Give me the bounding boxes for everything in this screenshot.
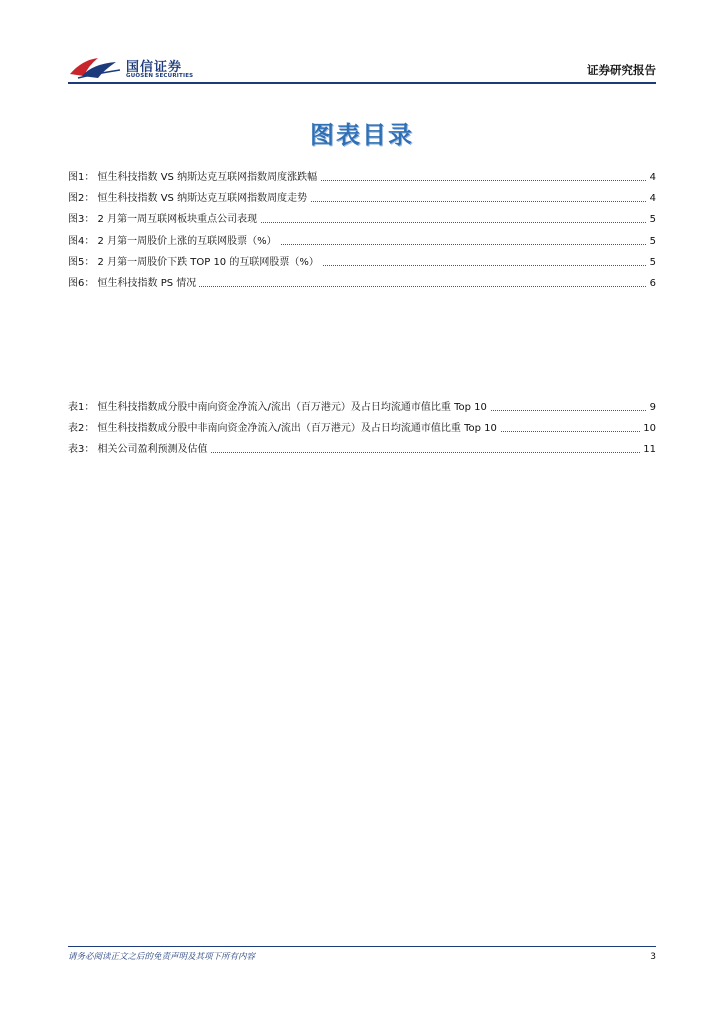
toc-entry[interactable] (68, 256, 656, 277)
toc-entry[interactable] (68, 401, 656, 422)
toc-entry[interactable] (68, 443, 656, 464)
toc-entry-page: 9 (647, 401, 656, 415)
footer-disclaimer: 请务必阅读正文之后的免责声明及其项下所有内容 (68, 952, 256, 962)
guosen-logo (68, 52, 208, 84)
toc-entry[interactable] (68, 422, 656, 443)
toc-entry-page: 4 (647, 192, 656, 206)
footer-divider (68, 946, 656, 947)
toc-entry-label: 表3： 相关公司盈利预测及估值 (68, 443, 211, 457)
toc-entry-label: 表1： 恒生科技指数成分股中南向资金净流入/流出（百万港元）及占日均流通市值比重 Top 10 (68, 401, 490, 415)
logo-chinese-name: 国信证券 (126, 60, 183, 75)
toc-entry[interactable] (68, 171, 656, 192)
toc-entry-page: 5 (647, 213, 656, 227)
toc-entry-page: 11 (640, 443, 656, 457)
logo-english-name: GUOSEN SECURITIES (126, 73, 194, 79)
toc-entry-label: 图6： 恒生科技指数 PS 情况 (68, 277, 199, 291)
page-header (68, 50, 656, 84)
toc-entry-label: 图4： 2 月第一周股价上涨的互联网股票（%） (68, 235, 280, 249)
toc-entry[interactable] (68, 213, 656, 234)
toc-entry-label: 图2： 恒生科技指数 VS 纳斯达克互联网指数周度走势 (68, 192, 310, 206)
header-divider (68, 82, 656, 84)
page-number: 3 (650, 952, 656, 962)
toc-entry-page: 4 (647, 171, 656, 185)
table-list (68, 401, 656, 465)
toc-entry[interactable] (68, 277, 656, 298)
toc-entry-label: 图3： 2 月第一周互联网板块重点公司表现 (68, 213, 260, 227)
toc-entry[interactable] (68, 235, 656, 256)
toc-entry-label: 图5： 2 月第一周股价下跌 TOP 10 的互联网股票（%） (68, 256, 322, 270)
toc-entry-label: 表2： 恒生科技指数成分股中非南向资金净流入/流出（百万港元）及占日均流通市值比重 Top 10 (68, 422, 500, 436)
figure-list (68, 171, 656, 298)
toc-entry-page: 5 (647, 256, 656, 270)
report-type-label: 证券研究报告 (587, 63, 656, 77)
toc-entry-label: 图1： 恒生科技指数 VS 纳斯达克互联网指数周度涨跌幅 (68, 171, 320, 185)
toc-entry[interactable] (68, 192, 656, 213)
page-title: 图表目录 (310, 121, 414, 149)
toc-entry-page: 10 (640, 422, 656, 436)
toc-entry-page: 6 (647, 277, 656, 291)
guosen-logo-mark-icon (68, 52, 124, 82)
toc-entry-page: 5 (647, 235, 656, 249)
